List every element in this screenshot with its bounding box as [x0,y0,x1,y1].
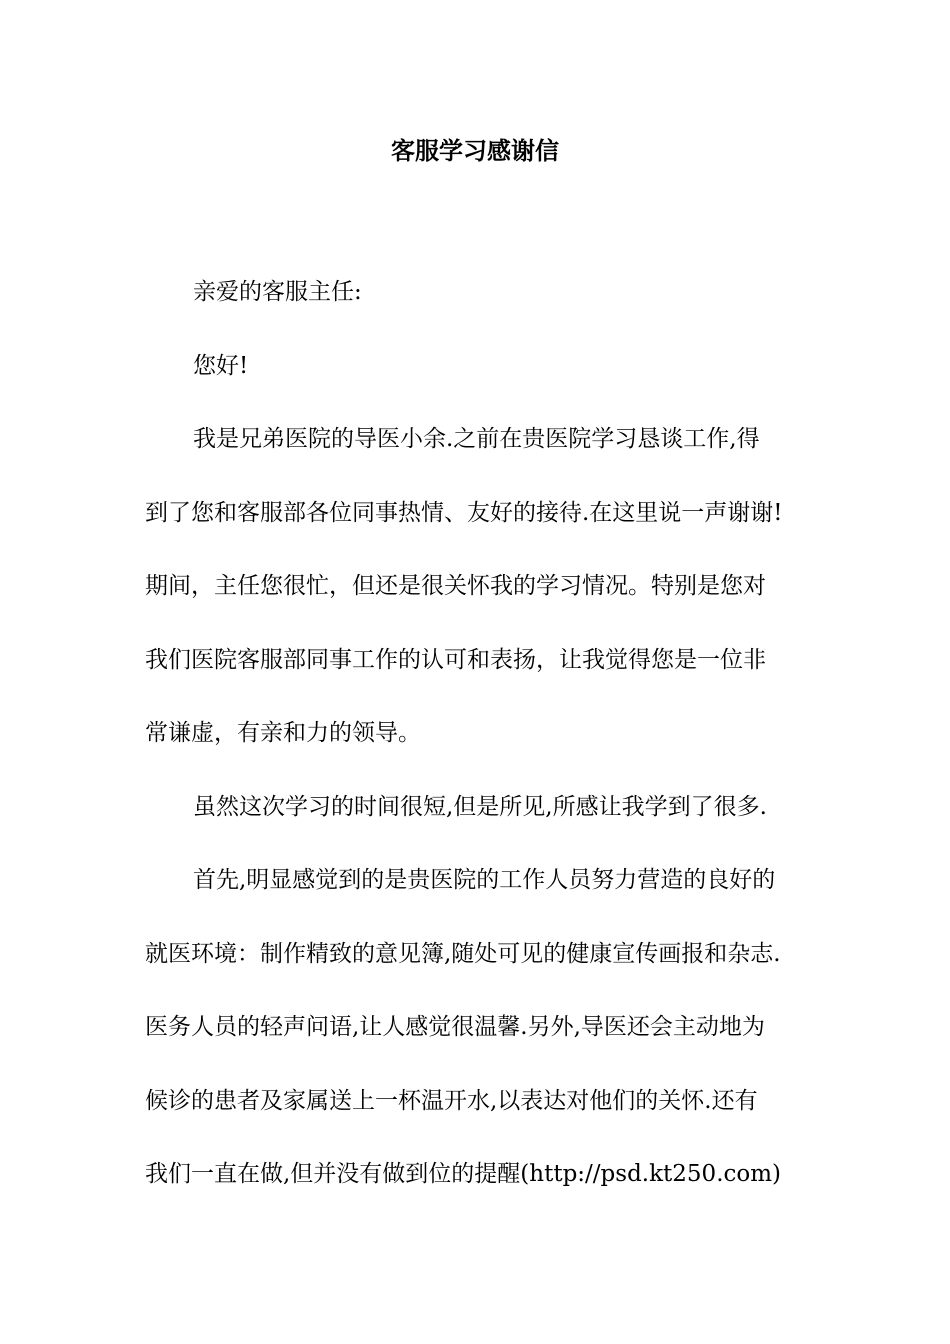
greeting [145,330,810,404]
text-line: 就医环境：制作精致的意见簿,随处可见的健康宣传画报和杂志. [145,940,781,967]
text-line: 医务人员的轻声问语,让人感觉很温馨.另外,导医还会主动地为 [145,1014,765,1040]
text-line: 候诊的患者及家属送上一杯温开水,以表达对他们的关怀.还有 [145,1087,758,1114]
text-line: 期间，主任您很忙，但还是很关怀我的学习情况。特别是您对 [145,573,766,599]
text-line: 我们一直在做,但并没有做到位的提醒(http://psd.kt250.com) [145,1161,782,1187]
text-line: 我是兄弟医院的导医小余.之前在贵医院学习恳谈工作,得 [193,426,760,452]
greeting-line: 您好! [193,352,249,379]
text-line: 常谦虚，有亲和力的领导。 [145,720,421,746]
salutation [145,256,810,330]
salutation-line: 亲爱的客服主任: [193,279,362,305]
text-line: 虽然这次学习的时间很短,但是所见,所感让我学到了很多. [193,793,767,820]
paragraph-first-point [145,844,810,1212]
document-title: 客服学习感谢信 [391,137,559,165]
paragraph-intro [145,403,810,771]
letter-body [145,256,810,1212]
text-line: 首先,明显感觉到的是贵医院的工作人员努力营造的良好的 [193,867,776,893]
paragraph-summary [145,771,810,845]
text-line: 我们医院客服部同事工作的认可和表扬，让我觉得您是一位非 [145,646,766,673]
text-line: 到了您和客服部各位同事热情、友好的接待.在这里说一声谢谢! [145,499,783,526]
